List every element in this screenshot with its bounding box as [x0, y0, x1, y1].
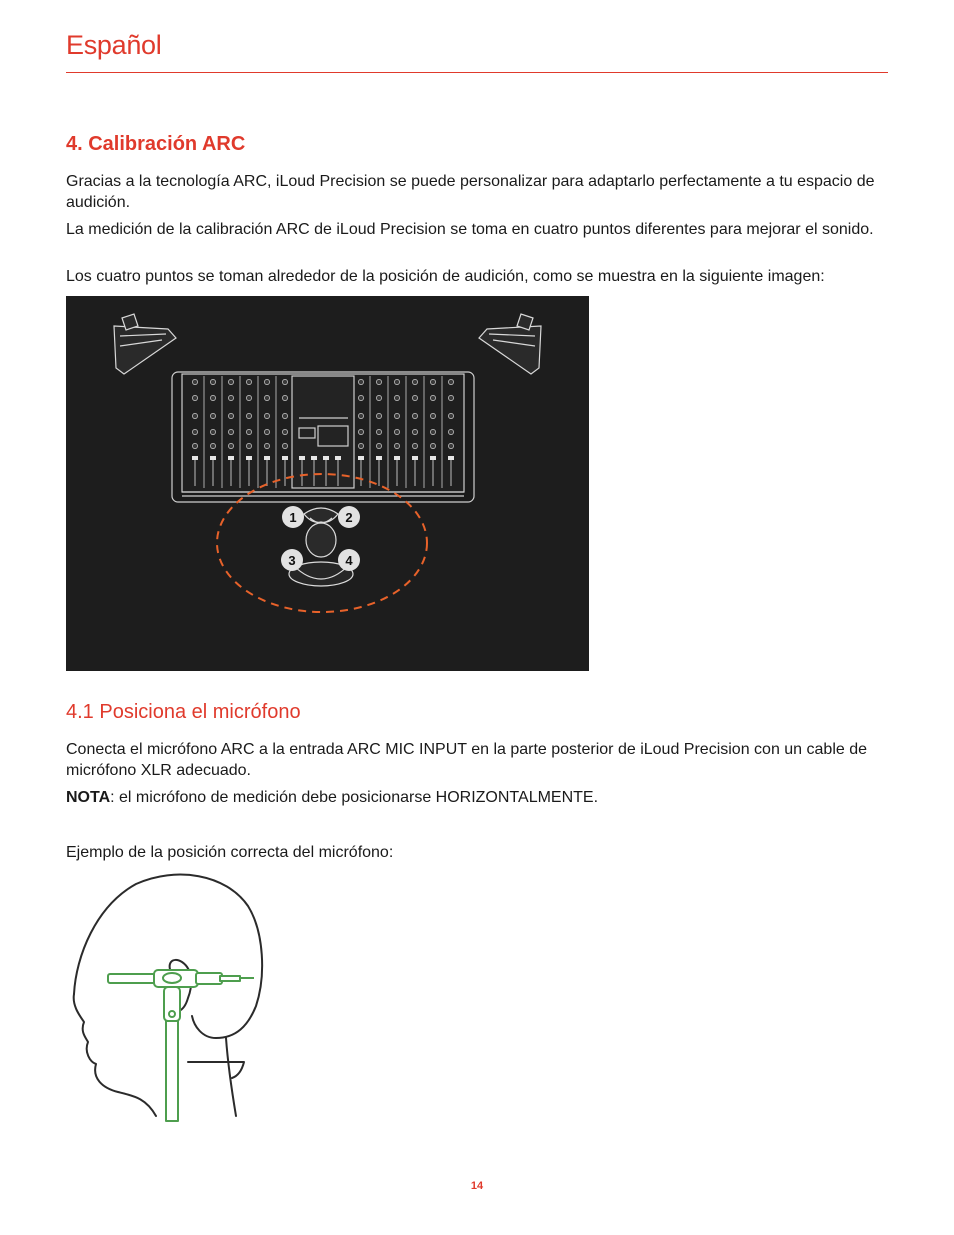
paragraph-intro: Gracias a la tecnología ARC, iLoud Precision se puede personalizar para adaptarlo perfectamente a tu espacio de audición.: [66, 173, 875, 211]
note-label: NOTA: [66, 789, 111, 806]
paragraph-connect-mic: Conecta el micrófono ARC a la entrada ARC MIC INPUT en la parte posterior de iLoud Precision con un cable de micrófono XLR adecuado.: [66, 741, 868, 779]
measurement-point-1: [282, 506, 304, 528]
language-title: Español: [66, 30, 162, 60]
arc-calibration-diagram: [66, 296, 589, 671]
subsection-title: 4.1 Posiciona el micrófono: [66, 701, 301, 723]
measurement-point-2: [338, 506, 360, 528]
left-speaker-icon: [114, 314, 176, 374]
svg-text:4: 4: [345, 553, 353, 568]
mic-position-illustration: [66, 866, 266, 1122]
paragraph-measurement: La medición de la calibración ARC de iLoud Precision se toma en cuatro puntos diferentes para mejorar el sonido.: [66, 221, 874, 238]
measurement-point-4: [338, 549, 360, 571]
measurement-point-3: [281, 549, 303, 571]
note-text: : el micrófono de medición debe posicionarse HORIZONTALMENTE.: [110, 789, 599, 806]
example-caption: Ejemplo de la posición correcta del micrófono:: [66, 844, 394, 861]
svg-text:1: 1: [289, 510, 297, 525]
svg-text:3: 3: [288, 553, 296, 568]
section-title: 4. Calibración ARC: [66, 133, 246, 155]
mixing-console-icon: [172, 372, 474, 502]
microphone-icon: [108, 970, 254, 1121]
paragraph-four-points: Los cuatro puntos se toman alrededor de la posición de audición, como se muestra en la siguiente imagen:: [66, 268, 825, 285]
header-divider: [66, 72, 888, 73]
right-speaker-icon: [479, 314, 541, 374]
note-paragraph: [66, 787, 886, 808]
page-number: 14: [470, 1180, 484, 1192]
svg-text:2: 2: [345, 510, 353, 525]
